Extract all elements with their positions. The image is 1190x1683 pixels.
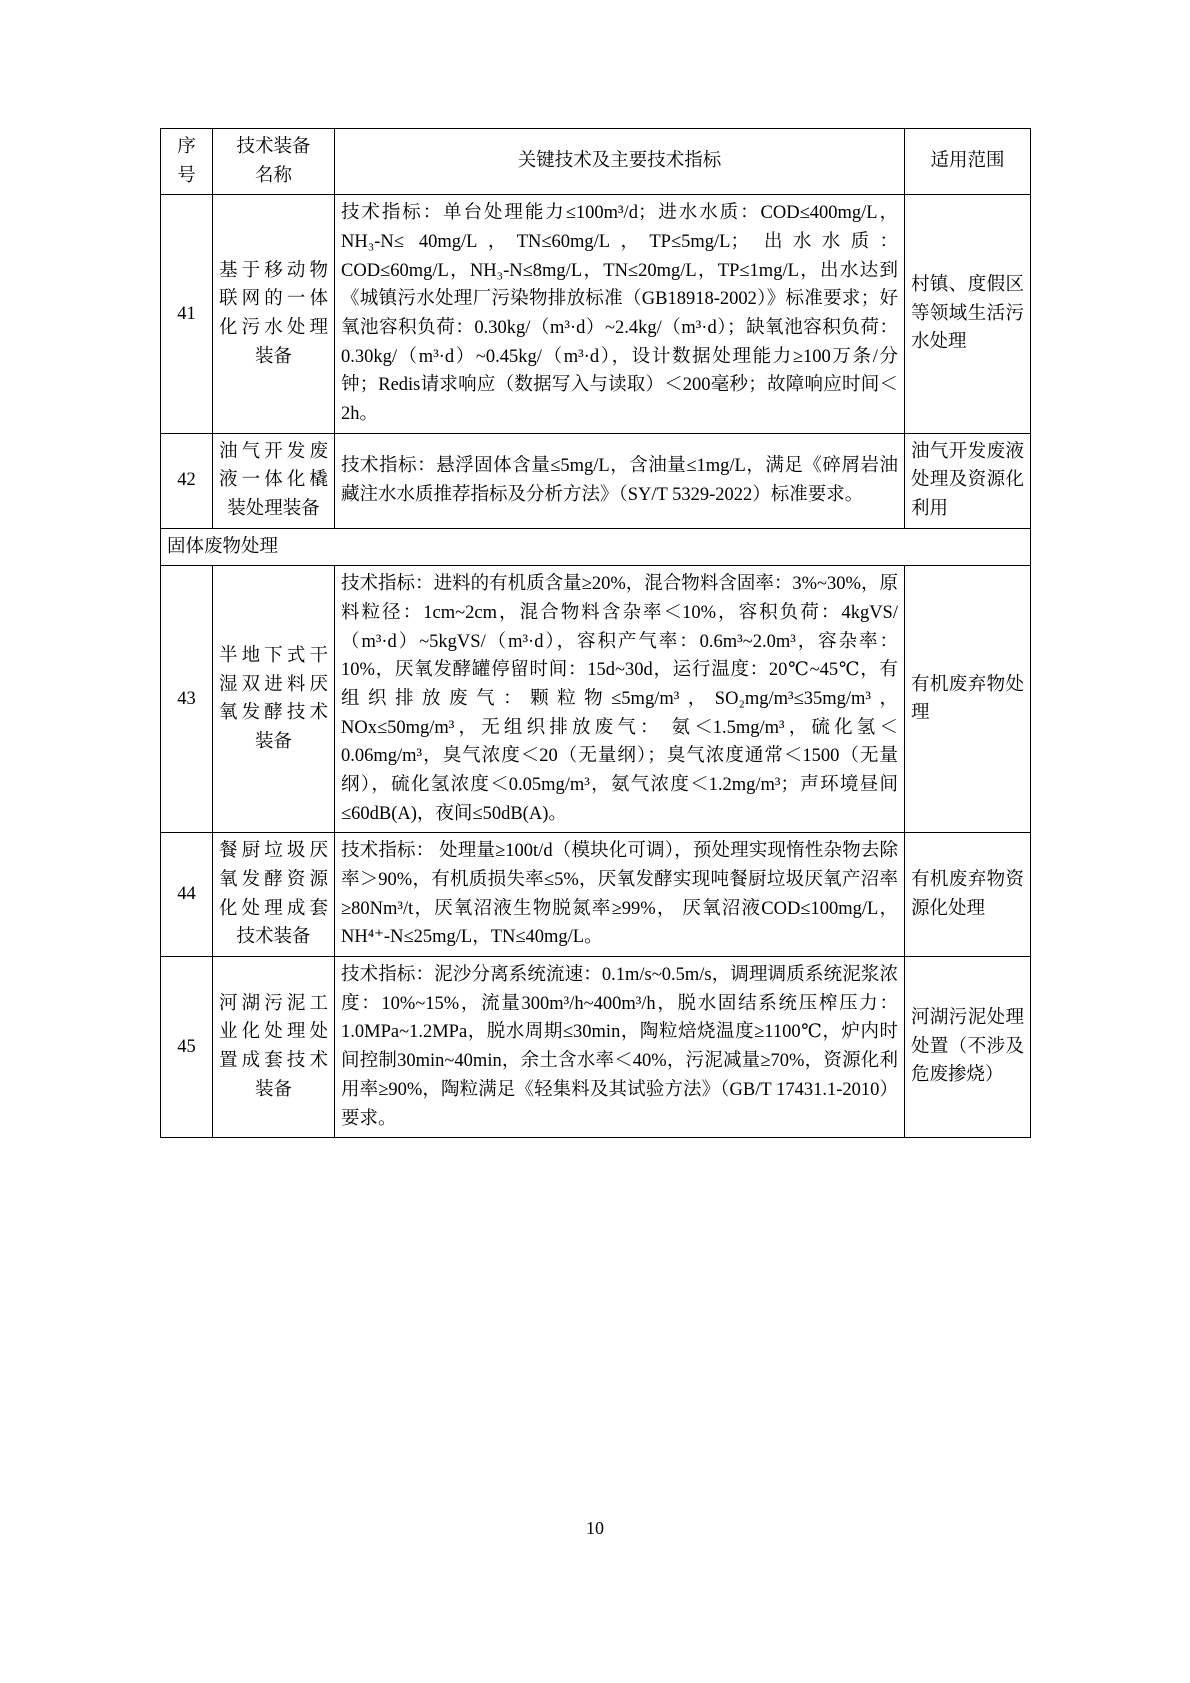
column-header-serial-number: [161, 129, 213, 195]
cell-key-technology: 技术指标：进料的有机质含量≥20%，混合物料含固率：3%~30%，原料粒径：1cm~2cm，混合物料含杂率＜10%，容积负荷：4kgVS/（m³·d）~5kgVS/（m³·d），容积产气率：0.6m³~2.0m³，容杂率：10%，厌氧发酵罐停留时间：15d~30d，运行温度：20℃~45℃，有组织排放废气：颗粒物≤5mg/m³，SO₂mg/m³≤35mg/m³，NOx≤50mg/m³，无组织排放废气： 氨＜1.5mg/m³，硫化氢＜0.06mg/m³，臭气浓度＜20（无量纲）；臭气浓度通常＜1500（无量纲），硫化氢浓度＜0.05mg/m³，氨气浓度＜1.2mg/m³；声环境昼间≤60dB(A)，夜间≤50dB(A)。: [335, 566, 905, 833]
header-serial-line2: 号: [177, 165, 196, 186]
table-row: [161, 195, 1031, 433]
cell-equipment-name: 基于移动物联网的一体化污水处理装备: [213, 195, 335, 433]
cell-key-technology: 技术指标：泥沙分离系统流速：0.1m/s~0.5m/s，调理调质系统泥浆浓度：10%~15%，流量300m³/h~400m³/h，脱水固结系统压榨压力：1.0MPa~1.2MPa，脱水周期≤30min，陶粒焙烧温度≥1100℃，炉内时间控制30min~40min，余土含水率＜40%，污泥减量≥70%，资源化利用率≥90%，陶粒满足《轻集料及其试验方法》（GB/T 17431.1-2010）要求。: [335, 957, 905, 1138]
table-row: [161, 957, 1031, 1138]
table-row: [161, 566, 1031, 833]
cell-section-title: 固体废物处理: [161, 528, 1031, 566]
cell-serial-number: 43: [161, 566, 213, 833]
technology-equipment-table: [160, 128, 1031, 1138]
cell-equipment-name: 河湖污泥工业化处理处置成套技术装备: [213, 957, 335, 1138]
column-header-key-technology: 关键技术及主要技术指标: [335, 129, 905, 195]
table-section-row: [161, 528, 1031, 566]
cell-serial-number: 41: [161, 195, 213, 433]
table-row: [161, 433, 1031, 528]
page-number: 10: [586, 1518, 604, 1538]
table-row: [161, 833, 1031, 957]
cell-serial-number: 44: [161, 833, 213, 957]
cell-key-technology: 技术指标：单台处理能力≤100m³/d；进水水质：COD≤400mg/L，NH₃-N≤ 40mg/L，TN≤60mg/L，TP≤5mg/L； 出水水质： COD≤60mg/L，NH₃-N≤8mg/L，TN≤20mg/L，TP≤1mg/L，出水达到《城镇污水处理厂污染物排放标准（GB18918-2002）》标准要求；好氧池容积负荷：0.30kg/（m³·d）~2.4kg/（m³·d）；缺氧池容积负荷：0.30kg/（m³·d）~0.45kg/（m³·d），设计数据处理能力≥100万条/分钟；Redis请求响应（数据写入与读取）＜200毫秒；故障响应时间＜2h。: [335, 195, 905, 433]
column-header-equipment-name: [213, 129, 335, 195]
cell-equipment-name: 半地下式干湿双进料厌氧发酵技术装备: [213, 566, 335, 833]
cell-scope: 有机废弃物资源化处理: [905, 833, 1031, 957]
cell-equipment-name: 油气开发废液一体化橇装处理装备: [213, 433, 335, 528]
cell-scope: 有机废弃物处理: [905, 566, 1031, 833]
column-header-scope: 适用范围: [905, 129, 1031, 195]
cell-key-technology: 技术指标： 处理量≥100t/d（模块化可调），预处理实现惰性杂物去除率＞90%，有机质损失率≤5%，厌氧发酵实现吨餐厨垃圾厌氧产沼率≥80Nm³/t，厌氧沼液生物脱氮率≥99%， 厌氧沼液COD≤100mg/L，NH⁴⁺-N≤25mg/L，TN≤40mg/L。: [335, 833, 905, 957]
cell-serial-number: 42: [161, 433, 213, 528]
header-name-line1: 技术装备: [236, 137, 311, 157]
cell-scope: 油气开发废液处理及资源化利用: [905, 433, 1031, 528]
cell-equipment-name: 餐厨垃圾厌氧发酵资源化处理成套技术装备: [213, 833, 335, 957]
cell-scope: 村镇、度假区等领域生活污水处理: [905, 195, 1031, 433]
header-serial-line1: 序: [177, 137, 196, 157]
cell-scope: 河湖污泥处理处置（不涉及危废掺烧）: [905, 957, 1031, 1138]
header-name-line2: 名称: [254, 165, 292, 186]
cell-serial-number: 45: [161, 957, 213, 1138]
cell-key-technology: 技术指标：悬浮固体含量≤5mg/L，含油量≤1mg/L，满足《碎屑岩油藏注水水质推荐指标及分析方法》（SY/T 5329-2022）标准要求。: [335, 433, 905, 528]
table-header-row: [161, 129, 1031, 195]
